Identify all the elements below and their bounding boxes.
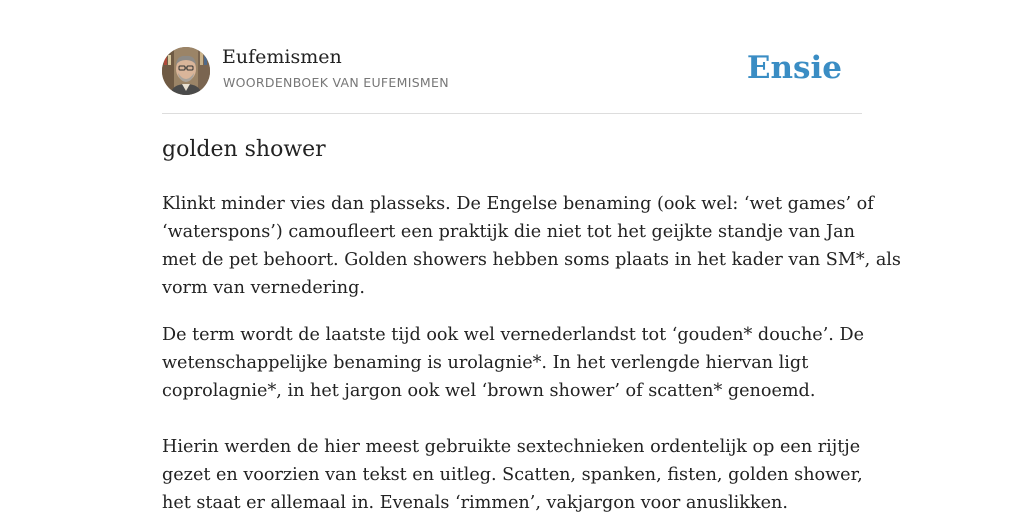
paragraph <box>162 433 866 512</box>
text-line: Klinkt minder vies dan plasseks. De Engelse benaming (ook wel: ‘wet games’ of <box>162 194 874 214</box>
author-subtitle: WOORDENBOEK VAN EUFEMISMEN <box>223 75 449 90</box>
paragraph <box>162 190 901 302</box>
paragraph <box>162 321 866 405</box>
entry-title: golden shower <box>162 137 326 162</box>
author-name[interactable]: Eufemismen <box>222 46 342 68</box>
text-line: gezet en voorzien van tekst en uitleg. Scatten, spanken, fisten, golden shower, <box>162 465 863 485</box>
text-line: het staat er allemaal in. Evenals ‘rimmen’, vakjargon voor anuslikken. <box>162 493 788 512</box>
avatar[interactable] <box>162 47 210 95</box>
text-line: Hierin werden de hier meest gebruikte sextechnieken ordentelijk op een rijtje <box>162 437 861 457</box>
text-line: De term wordt de laatste tijd ook wel vernederlandst tot ‘gouden* douche’. De <box>162 325 865 345</box>
entry-body <box>162 190 901 512</box>
text-line: vorm van vernedering. <box>162 278 365 298</box>
header <box>162 46 862 96</box>
text-line: wetenschappelijke benaming is urolagnie*. In het verlengde hiervan ligt <box>162 353 809 373</box>
divider <box>162 113 862 114</box>
text-line: met de pet behoort. Golden showers hebben soms plaats in het kader van SM*, als <box>162 250 901 270</box>
text-line: coprolagnie*, in het jargon ook wel ‘brown shower’ of scatten* genoemd. <box>162 381 816 401</box>
text-line: ‘waterspons’) camoufleert een praktijk die niet tot het geijkte standje van Jan <box>162 222 855 242</box>
author-portrait-icon <box>162 47 210 95</box>
brand-logo[interactable]: Ensie <box>746 50 842 86</box>
